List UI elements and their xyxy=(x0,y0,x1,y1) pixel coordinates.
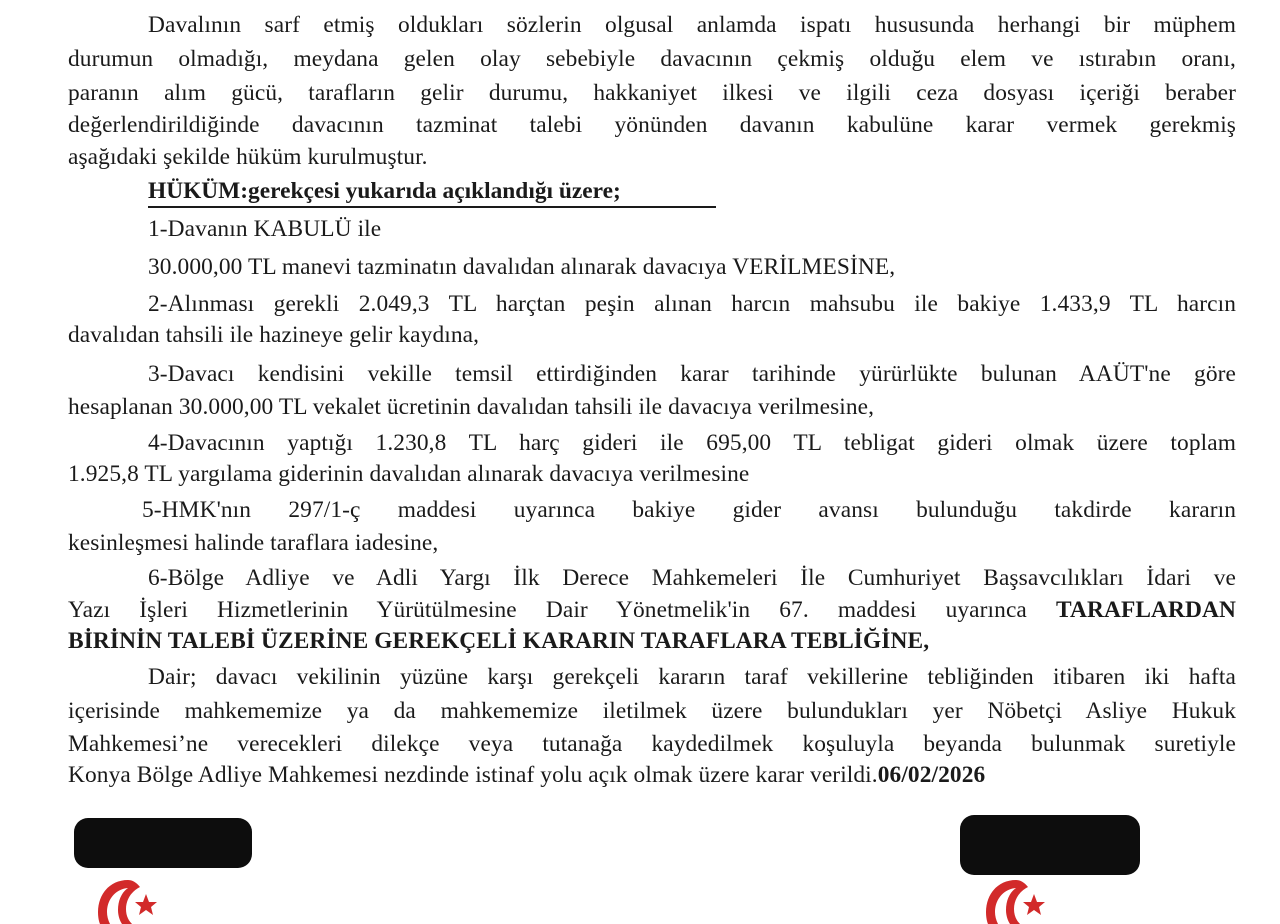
item5-line-2: kesinleşmesi halinde taraflara iadesine, xyxy=(68,530,439,556)
para1-line-2: durumun olmadığı, meydana gelen olay sebebiyle davacının çekmiş olduğu elem ve ıstırabın oranı, xyxy=(68,46,1236,72)
item3-line-1: 3-Davacı kendisini vekille temsil ettirdiğinden karar tarihinde yürürlükte bulunan AAÜT'ne göre xyxy=(148,361,1236,387)
item4-line-2: 1.925,8 TL yargılama giderinin davalıdan alınarak davacıya verilmesine xyxy=(68,461,750,487)
final-line-3: Mahkemesi’ne verecekleri dilekçe veya tutanağa kaydedilmek koşuluyla beyanda bulunmak suretiyle xyxy=(68,731,1236,757)
item1b-line: 30.000,00 TL manevi tazminatın davalıdan alınarak davacıya VERİLMESİNE, xyxy=(148,254,896,280)
final-line-4-text: Konya Bölge Adliye Mahkemesi nezdinde istinaf yolu açık olmak üzere karar verildi. xyxy=(68,762,878,788)
item1-line: 1-Davanın KABULÜ ile xyxy=(148,216,382,242)
seal-emblem-left-icon xyxy=(88,872,168,924)
item6-line-2-text: Yazı İşleri Hizmetlerinin Yürütülmesine Dair Yönetmelik'in 67. maddesi uyarınca xyxy=(68,597,1056,623)
seal-emblem-right-icon xyxy=(976,872,1056,924)
redaction-block-left xyxy=(74,818,252,868)
redaction-block-right xyxy=(960,815,1140,875)
final-line-1: Dair; davacı vekilinin yüzüne karşı gerekçeli kararın taraf vekillerine tebliğinden itibaren iki hafta xyxy=(148,664,1236,690)
item2-line-1: 2-Alınması gerekli 2.049,3 TL harçtan peşin alınan harcın mahsubu ile bakiye 1.433,9 TL harcın xyxy=(148,291,1236,317)
item6-line-2-bold: TARAFLARDAN xyxy=(1056,597,1236,623)
para1-line-5: aşağıdaki şekilde hüküm kurulmuştur. xyxy=(68,144,428,170)
para1-line-3: paranın alım gücü, tarafların gelir durumu, hakkaniyet ilkesi ve ilgili ceza dosyası içeriği beraber xyxy=(68,80,1236,106)
item6-line-1: 6-Bölge Adliye ve Adli Yargı İlk Derece Mahkemeleri İle Cumhuriyet Başsavcılıkları İdari ve xyxy=(148,565,1236,591)
item6-line-3: BİRİNİN TALEBİ ÜZERİNE GEREKÇELİ KARARIN TARAFLARA TEBLİĞİNE, xyxy=(68,628,930,654)
item3-line-2: hesaplanan 30.000,00 TL vekalet ücretinin davalıdan tahsili ile davacıya verilmesine, xyxy=(68,394,875,420)
para1-line-1: Davalının sarf etmiş oldukları sözlerin olgusal anlamda ispatı hususunda herhangi bir müphem xyxy=(148,12,1236,38)
item2-line-2: davalıdan tahsili ile hazineye gelir kaydına, xyxy=(68,322,480,348)
final-line-4 xyxy=(68,760,1236,790)
para1-line-4: değerlendirildiğinde davacının tazminat talebi yönünden davanın kabulüne karar vermek gerekmiş xyxy=(68,112,1236,138)
heading-underline xyxy=(148,206,716,208)
final-line-2: içerisinde mahkememize ya da mahkememize iletilmek üzere bulundukları yer Nöbetçi Asliye Hukuk xyxy=(68,698,1236,724)
item5-line-1: 5-HMK'nın 297/1-ç maddesi uyarınca bakiye gider avansı bulunduğu takdirde kararın xyxy=(142,497,1236,523)
judgment-heading: HÜKÜM:gerekçesi yukarıda açıklandığı üzere; xyxy=(148,178,621,204)
item6-line-2 xyxy=(68,595,1236,625)
item4-line-1: 4-Davacının yaptığı 1.230,8 TL harç gideri ile 695,00 TL tebligat gideri olmak üzere toplam xyxy=(148,430,1236,456)
decision-date: 06/02/2026 xyxy=(877,762,986,788)
